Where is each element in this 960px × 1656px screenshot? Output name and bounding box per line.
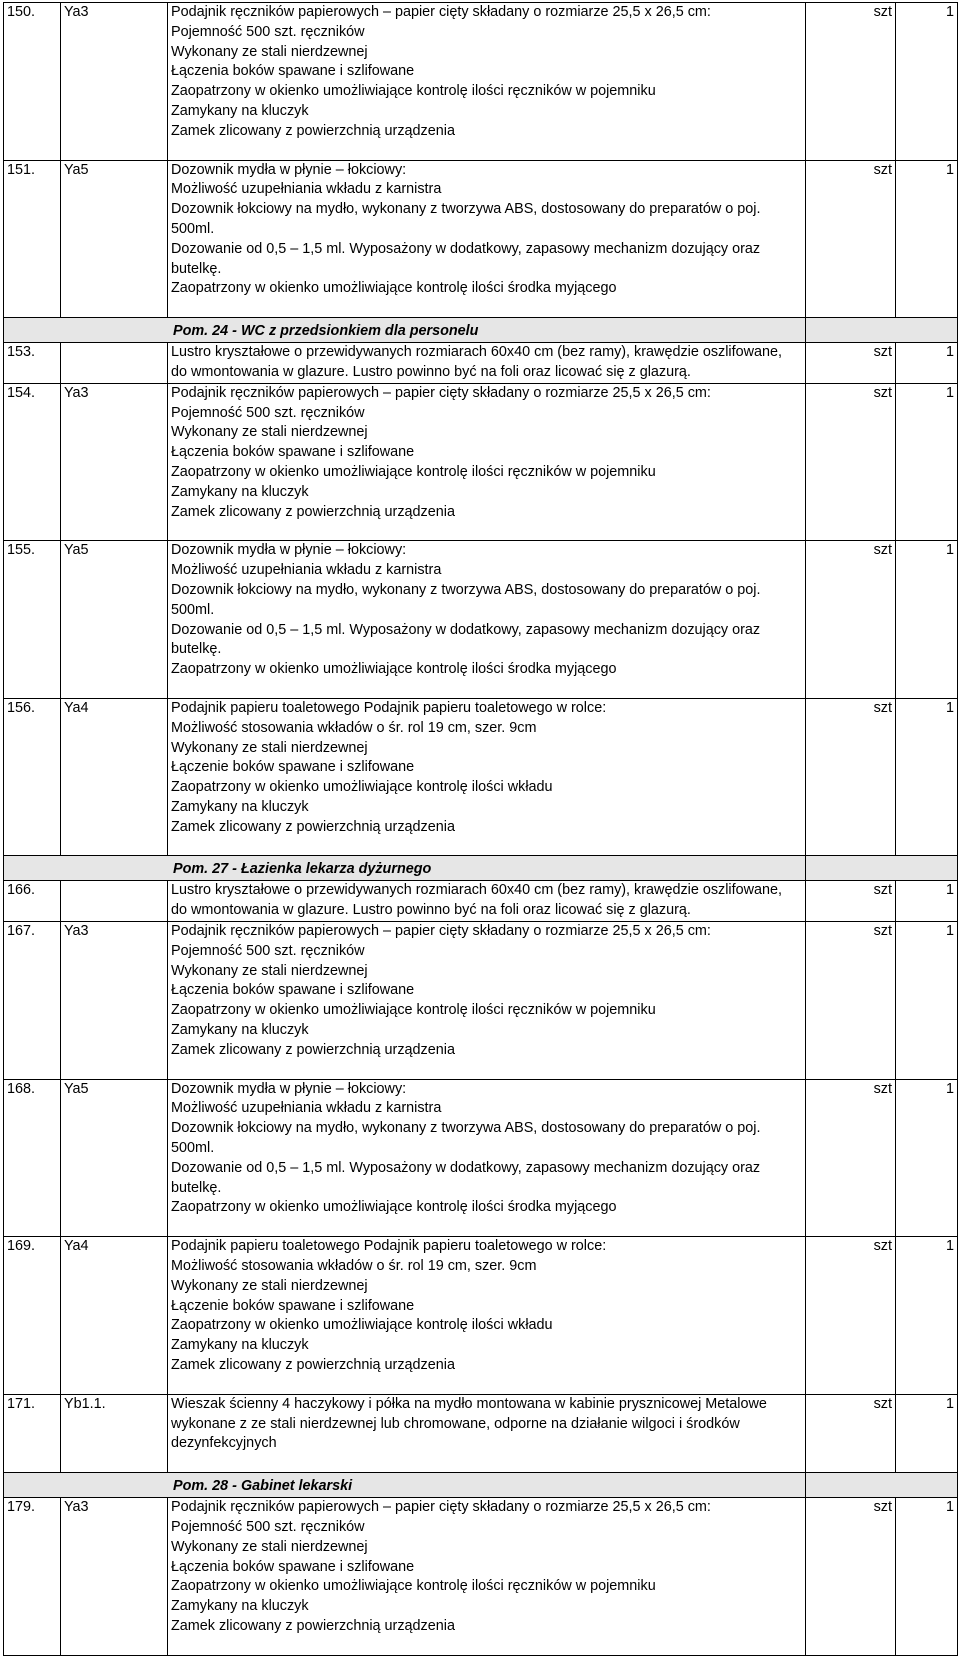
description-line: Zamek zlicowany z powierzchnią urządzenia — [171, 503, 455, 520]
description-line: Wykonany ze stali nierdzewnej — [171, 43, 368, 60]
item-description — [168, 698, 806, 856]
item-description — [168, 1079, 806, 1237]
description-line: Możliwość uzupełniania wkładu z karnistra — [171, 181, 442, 198]
table-row — [4, 922, 958, 1080]
item-unit: szt — [806, 1237, 896, 1395]
description-line: Zaopatrzony w okienko umożliwiające kontrolę ilości środka myjącego — [171, 280, 617, 297]
description-line: Podajnik papieru toaletowego Podajnik papieru toaletowego w rolce: — [171, 1238, 607, 1255]
item-symbol: Ya3 — [61, 922, 168, 1080]
item-quantity: 1 — [896, 922, 958, 1080]
item-number: 169. — [4, 1237, 61, 1395]
item-description — [168, 1498, 806, 1656]
section-title: Pom. 27 - Łazienka lekarza dyżurnego — [168, 856, 806, 881]
section-spacer — [61, 856, 168, 881]
description-line: Pojemność 500 szt. ręczników — [171, 23, 365, 40]
item-description — [168, 1237, 806, 1395]
description-line: Pojemność 500 szt. ręczników — [171, 1519, 365, 1535]
table-row — [4, 3, 958, 161]
description-line: Dozownik mydła w płynie – łokciowy: — [171, 542, 407, 559]
item-description — [168, 541, 806, 699]
table-row — [4, 881, 958, 922]
description-line: Lustro kryształowe o przewidywanych rozmiarach 60x40 cm (bez ramy), krawędzie oszlifowane, do wmontowania w glazure. Lustro powinno być na foli oraz licować się z glazurą. — [171, 882, 783, 919]
description-line: Wykonany ze stali nierdzewnej — [171, 739, 368, 756]
item-unit: szt — [806, 160, 896, 318]
description-line: Dozowanie od 0,5 – 1,5 ml. Wyposażony w dodatkowy, zapasowy mechanizm dozujący oraz butelkę. — [171, 240, 761, 277]
item-unit: szt — [806, 922, 896, 1080]
item-symbol: Ya5 — [61, 160, 168, 318]
table-row — [4, 1394, 958, 1472]
item-unit: szt — [806, 541, 896, 699]
item-symbol — [61, 881, 168, 922]
description-line: Zamek zlicowany z powierzchnią urządzenia — [171, 818, 455, 835]
item-quantity: 1 — [896, 1237, 958, 1395]
item-symbol: Ya4 — [61, 1237, 168, 1395]
description-line: Zaopatrzony w okienko umożliwiające kontrolę ilości wkładu — [171, 1317, 553, 1334]
description-line: Podajnik papieru toaletowego Podajnik papieru toaletowego w rolce: — [171, 699, 607, 716]
section-spacer — [806, 856, 958, 881]
description-line: Podajnik ręczników papierowych – papier cięty składany o rozmiarze 25,5 x 26,5 cm: — [171, 1499, 711, 1516]
description-line: Zamykany na kluczyk — [171, 1022, 309, 1039]
description-line: Łączenie boków spawane i szlifowane — [171, 1297, 415, 1314]
item-description — [168, 881, 806, 922]
item-symbol: Ya5 — [61, 1079, 168, 1237]
item-description — [168, 1394, 806, 1472]
item-unit: szt — [806, 1394, 896, 1472]
item-description — [168, 922, 806, 1080]
item-unit: szt — [806, 3, 896, 161]
item-quantity: 1 — [896, 1498, 958, 1656]
section-spacer — [61, 1473, 168, 1498]
description-line: Łączenia boków spawane i szlifowane — [171, 444, 415, 461]
description-line: Zaopatrzony w okienko umożliwiające kontrolę ilości ręczników w pojemniku — [171, 463, 656, 480]
description-line: Pojemność 500 szt. ręczników — [171, 942, 365, 959]
section-spacer — [806, 1473, 958, 1498]
item-unit: szt — [806, 343, 896, 384]
item-description — [168, 343, 806, 384]
description-line: Zamykany na kluczyk — [171, 1598, 309, 1615]
item-symbol: Ya5 — [61, 541, 168, 699]
description-line: Lustro kryształowe o przewidywanych rozmiarach 60x40 cm (bez ramy), krawędzie oszlifowane, do wmontowania w glazure. Lustro powinno być na foli oraz licować się z glazurą. — [171, 344, 783, 380]
item-number: 155. — [4, 541, 61, 699]
description-line: Łączenia boków spawane i szlifowane — [171, 1558, 415, 1575]
section-spacer — [61, 318, 168, 343]
item-number: 156. — [4, 698, 61, 856]
description-line: Zaopatrzony w okienko umożliwiające kontrolę ilości ręczników w pojemniku — [171, 1578, 656, 1595]
description-line: Dozownik łokciowy na mydło, wykonany z tworzywa ABS, dostosowany do preparatów o poj. 500ml. — [171, 1120, 761, 1157]
item-symbol: Ya4 — [61, 698, 168, 856]
item-quantity: 1 — [896, 541, 958, 699]
table-row — [4, 1237, 958, 1395]
section-spacer — [4, 318, 61, 343]
description-line: Możliwość uzupełniania wkładu z karnistra — [171, 1100, 442, 1117]
description-line: Zamykany na kluczyk — [171, 1337, 309, 1354]
item-symbol: Yb1.1. — [61, 1394, 168, 1472]
description-line: Zaopatrzony w okienko umożliwiające kontrolę ilości wkładu — [171, 779, 553, 796]
item-description — [168, 3, 806, 161]
item-quantity: 1 — [896, 698, 958, 856]
item-unit: szt — [806, 383, 896, 541]
item-symbol: Ya3 — [61, 3, 168, 161]
item-symbol — [61, 343, 168, 384]
section-header-row — [4, 318, 958, 343]
section-header-row — [4, 856, 958, 881]
item-number: 179. — [4, 1498, 61, 1656]
item-description — [168, 383, 806, 541]
description-line: Dozowanie od 0,5 – 1,5 ml. Wyposażony w dodatkowy, zapasowy mechanizm dozujący oraz butelkę. — [171, 1159, 761, 1196]
table-row — [4, 1498, 958, 1656]
description-line: Dozowanie od 0,5 – 1,5 ml. Wyposażony w dodatkowy, zapasowy mechanizm dozujący oraz butelkę. — [171, 621, 761, 658]
item-quantity: 1 — [896, 383, 958, 541]
item-quantity: 1 — [896, 343, 958, 384]
item-unit: szt — [806, 1498, 896, 1656]
description-line: Zamek zlicowany z powierzchnią urządzenia — [171, 1617, 455, 1634]
item-number: 154. — [4, 383, 61, 541]
item-number: 167. — [4, 922, 61, 1080]
description-line: Zaopatrzony w okienko umożliwiające kontrolę ilości środka myjącego — [171, 661, 617, 678]
section-title: Pom. 24 - WC z przedsionkiem dla personelu — [168, 318, 806, 343]
description-line: Wykonany ze stali nierdzewnej — [171, 962, 368, 979]
item-number: 166. — [4, 881, 61, 922]
description-line: Łączenie boków spawane i szlifowane — [171, 759, 415, 776]
item-quantity: 1 — [896, 3, 958, 161]
section-spacer — [806, 318, 958, 343]
item-unit: szt — [806, 1079, 896, 1237]
section-header-row — [4, 1473, 958, 1498]
description-line: Wykonany ze stali nierdzewnej — [171, 424, 368, 441]
section-spacer — [4, 1473, 61, 1498]
description-line: Zamykany na kluczyk — [171, 102, 309, 119]
description-line: Zaopatrzony w okienko umożliwiające kontrolę ilości ręczników w pojemniku — [171, 83, 656, 100]
table-row — [4, 1079, 958, 1237]
description-line: Zamek zlicowany z powierzchnią urządzenia — [171, 122, 455, 139]
description-line: Wykonany ze stali nierdzewnej — [171, 1277, 368, 1294]
item-number: 171. — [4, 1394, 61, 1472]
item-unit: szt — [806, 881, 896, 922]
item-unit: szt — [806, 698, 896, 856]
table-row — [4, 160, 958, 318]
table-row — [4, 383, 958, 541]
description-line: Podajnik ręczników papierowych – papier cięty składany o rozmiarze 25,5 x 26,5 cm: — [171, 384, 711, 401]
description-line: Dozownik łokciowy na mydło, wykonany z tworzywa ABS, dostosowany do preparatów o poj. 500ml. — [171, 201, 761, 237]
description-line: Łączenia boków spawane i szlifowane — [171, 982, 415, 999]
description-line: Pojemność 500 szt. ręczników — [171, 404, 365, 421]
description-line: Zamek zlicowany z powierzchnią urządzenia — [171, 1357, 455, 1374]
item-symbol: Ya3 — [61, 1498, 168, 1656]
description-line: Dozownik łokciowy na mydło, wykonany z tworzywa ABS, dostosowany do preparatów o poj. 500ml. — [171, 581, 761, 618]
description-line: Możliwość uzupełniania wkładu z karnistra — [171, 562, 442, 579]
table-row — [4, 698, 958, 856]
description-line: Zamek zlicowany z powierzchnią urządzenia — [171, 1041, 455, 1058]
description-line: Możliwość stosowania wkładów o śr. rol 19 cm, szer. 9cm — [171, 1258, 537, 1275]
description-line: Dozownik mydła w płynie – łokciowy: — [171, 1080, 407, 1097]
description-line: Wykonany ze stali nierdzewnej — [171, 1538, 368, 1555]
item-number: 150. — [4, 3, 61, 161]
item-quantity: 1 — [896, 881, 958, 922]
table-row — [4, 343, 958, 384]
description-line: Możliwość stosowania wkładów o śr. rol 19 cm, szer. 9cm — [171, 719, 537, 736]
description-line: Zamykany na kluczyk — [171, 798, 309, 815]
table-row — [4, 541, 958, 699]
item-number: 153. — [4, 343, 61, 384]
table-body — [4, 3, 958, 1656]
description-line: Zamykany na kluczyk — [171, 483, 309, 500]
item-quantity: 1 — [896, 1079, 958, 1237]
description-line: Wieszak ścienny 4 haczykowy i półka na mydło montowana w kabinie prysznicowej Metalowe wykonane z ze stali nierdzewnej lub chromowane, odporne na działanie wilgoci i środków dezynfekcyjnych — [171, 1395, 767, 1452]
item-number: 168. — [4, 1079, 61, 1237]
item-quantity: 1 — [896, 1394, 958, 1472]
item-symbol: Ya3 — [61, 383, 168, 541]
description-line: Zaopatrzony w okienko umożliwiające kontrolę ilości ręczników w pojemniku — [171, 1002, 656, 1019]
item-number: 151. — [4, 160, 61, 318]
item-quantity: 1 — [896, 160, 958, 318]
item-description — [168, 160, 806, 318]
section-title: Pom. 28 - Gabinet lekarski — [168, 1473, 806, 1498]
description-line: Podajnik ręczników papierowych – papier cięty składany o rozmiarze 25,5 x 26,5 cm: — [171, 923, 711, 940]
description-line: Dozownik mydła w płynie – łokciowy: — [171, 161, 407, 178]
description-line: Łączenia boków spawane i szlifowane — [171, 63, 415, 80]
specification-table — [3, 2, 958, 1656]
section-spacer — [4, 856, 61, 881]
description-line: Zaopatrzony w okienko umożliwiające kontrolę ilości środka myjącego — [171, 1199, 617, 1216]
description-line: Podajnik ręczników papierowych – papier cięty składany o rozmiarze 25,5 x 26,5 cm: — [171, 4, 711, 20]
